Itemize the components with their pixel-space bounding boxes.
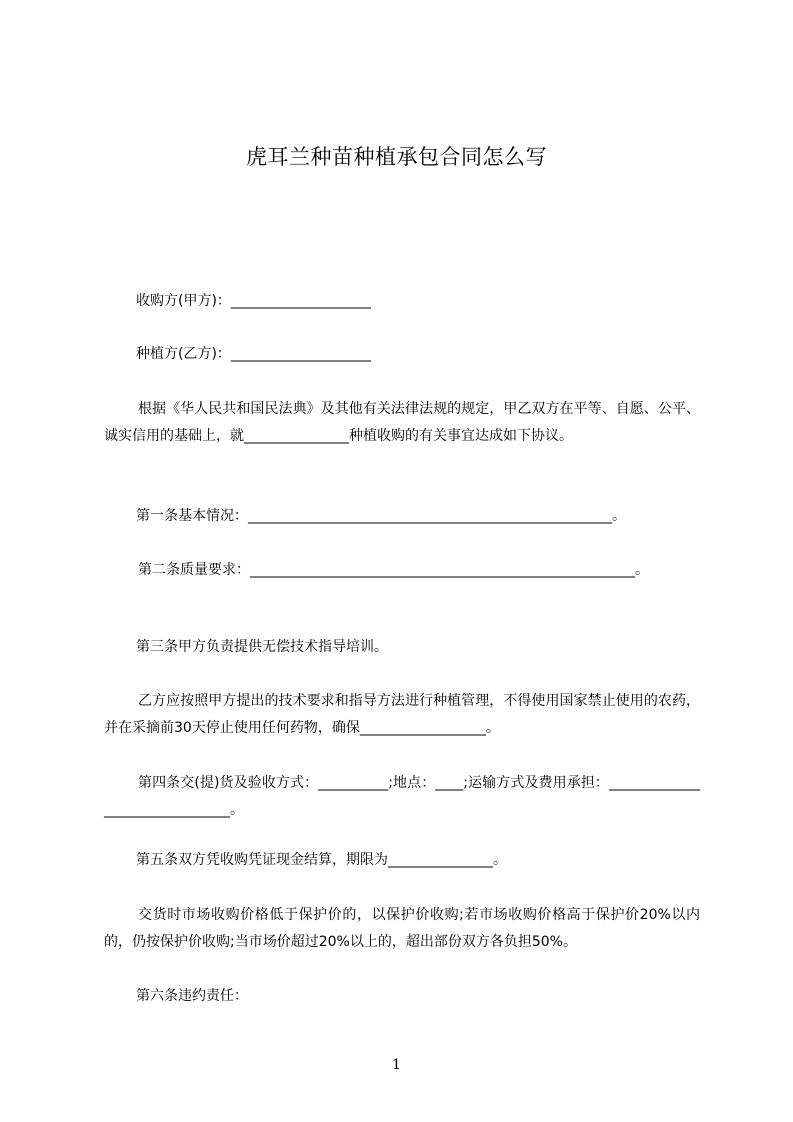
buyer-party-line: 收购方(甲方)：____________________ [136,293,371,309]
article-1-basic-info: 第一条基本情况：____________________________________________________。 [136,508,626,524]
article-4-delivery-acceptance: 第四条交(提)货及验收方式：__________;地点：____;运输方式及费用承担：_______________________________。 [104,775,700,818]
article-3-detail-paragraph: 乙方应按照甲方提出的技术要求和指导方法进行种植管理，不得使用国家禁止使用的农药，并在采摘前30天停止使用任何药物，确保__________________。 [104,693,700,736]
preamble-paragraph: 根据《华人民共和国民法典》及其他有关法律法规的规定，甲乙双方在平等、自愿、公平、诚实信用的基础上，就_______________种植收购的有关事宜达成如下协议。 [104,401,700,444]
page-number: 1 [392,1057,401,1073]
grower-party-line: 种植方(乙方)：____________________ [136,346,371,362]
article-3-technical-guidance: 第三条甲方负责提供无偿技术指导培训。 [136,639,388,655]
article-2-quality-requirements: 第二条质量要求：_______________________________________________________。 [138,562,649,578]
article-5-detail-paragraph: 交货时市场收购价格低于保护价的，以保护价收购;若市场收购价格高于保护价20%以内的，仍按保护价收购;当市场价超过20%以上的，超出部份双方各负担50%。 [104,907,700,950]
document-title: 虎耳兰种苗种植承包合同怎么写 [246,145,547,169]
article-6-liability: 第六条违约责任： [136,988,248,1004]
article-5-settlement: 第五条双方凭收购凭证现金结算，期限为_______________。 [136,852,507,868]
